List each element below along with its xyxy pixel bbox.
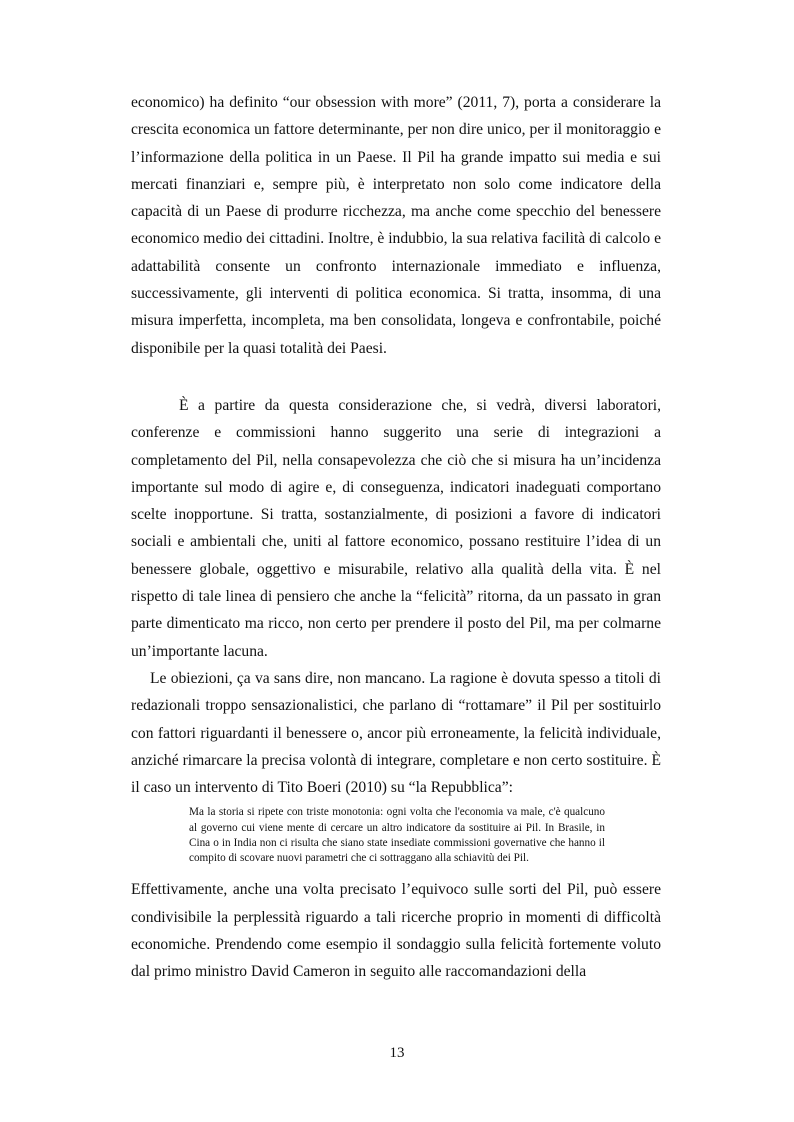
paragraph-4: Effettivamente, anche una volta precisato l’equivoco sulle sorti del Pil, può essere condivisibile la perplessità riguardo a tali ricerche proprio in momenti di difficoltà economiche. Prendendo come esempio il sondaggio sulla felicità fortemente voluto dal primo ministro David Cameron in seguito alle raccomandazioni della	[131, 881, 661, 981]
paragraph-3: Le obiezioni, ça va sans dire, non mancano. La ragione è dovuta spesso a titoli di redazionali troppo sensazionalistici, che parlano di “rottamare” il Pil per sostituirlo con fattori riguardanti il benessere o, ancor più erroneamente, la felicità individuale, anziché rimarcare la precisa volontà di integrare, completare e non certo sostituire. È il caso un intervento di Tito Boeri (2010) su “la Repubblica”:	[131, 669, 661, 797]
paragraph-gap	[131, 362, 661, 392]
body-text	[131, 89, 661, 985]
paragraph-2: È a partire da questa considerazione che, si vedrà, diversi laboratori, conferenze e commissioni hanno suggerito una serie di integrazioni a completamento del Pil, nella consapevolezza che ciò che si misura ha un’incidenza importante sul modo di agire e, di conseguenza, indicatori inadeguati comportano scelte inopportune. Si tratta, sostanzialmente, di posizioni a favore di indicatori sociali e ambientali che, uniti al fattore economico, possano restituire l’idea di un benessere globale, oggettivo e misurabile, relativo alla qualità della vita. È nel rispetto di tale linea di pensiero che anche la “felicità” ritorna, da un passato in gran parte dimenticato ma ricco, non certo per prendere il posto del Pil, ma per colmarne un’importante lacuna.	[131, 396, 661, 660]
paragraph-1: economico) ha definito “our obsession with more” (2011, 7), porta a considerare la crescita economica un fattore determinante, per non dire unico, per il monitoraggio e l’informazione della politica in un Paese. Il Pil ha grande impatto sui media e sui mercati finanziari e, sempre più, è interpretato non solo come indicatore della capacità di un Paese di produrre ricchezza, ma anche come specchio del benessere economico medio dei cittadini. Inoltre, è indubbio, la sua relativa facilità di calcolo e adattabilità consente un confronto internazionale immediato e influenza, successivamente, gli interventi di politica economica. Si tratta, insomma, di una misura imperfetta, incompleta, ma ben consolidata, longeva e confrontabile, poiché disponibile per la quasi totalità dei Paesi.	[131, 94, 661, 357]
page-number: 13	[389, 1045, 405, 1061]
block-quote: Ma la storia si ripete con triste monotonia: ogni volta che l'economia va male, c'è qualcuno al governo cui viene mente di cercare un altro indicatore da sostituire ai Pil. In Brasile, in Cina o in India non ci risulta che siano state insediate commissioni governative che hanno il compito di scovare nuovi parametri che ci sottraggano alla schiavitù dei Pil.	[189, 806, 605, 865]
